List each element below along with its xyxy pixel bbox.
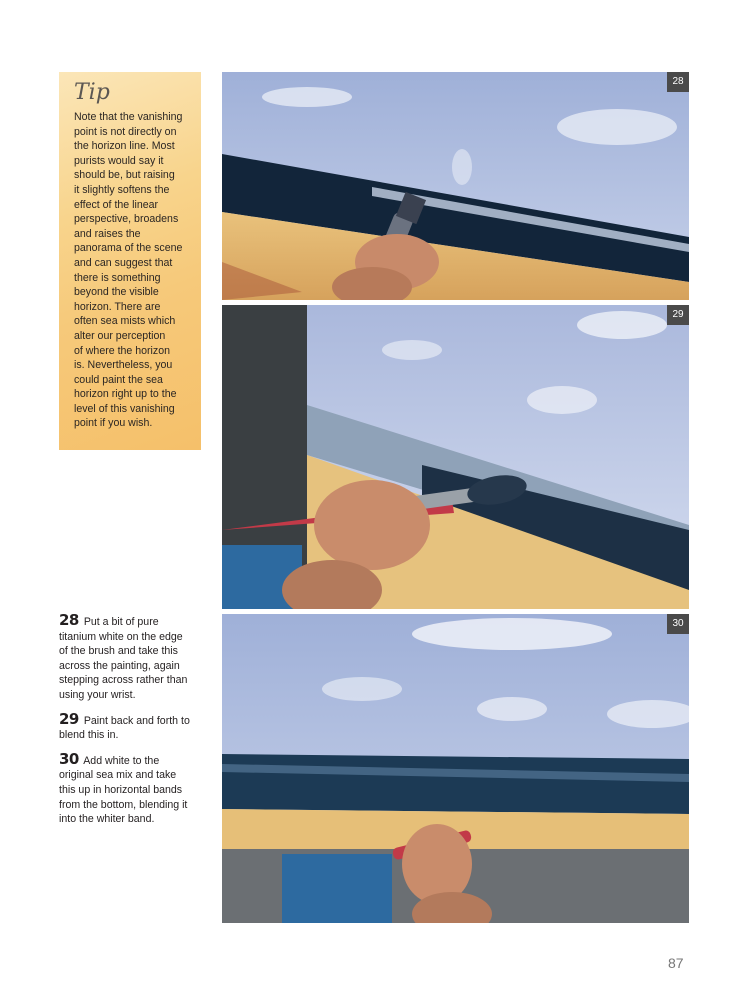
step-28 xyxy=(59,613,204,703)
step-number: 29 xyxy=(59,709,79,728)
step-29 xyxy=(59,709,204,743)
step-number: 28 xyxy=(59,611,79,629)
tip-line: perspective, broadens xyxy=(74,213,179,226)
tip-line: horizon. There are xyxy=(74,300,161,313)
step-line: stepping across rather than xyxy=(59,674,188,687)
step-30 xyxy=(59,749,204,827)
step-line: this up in horizontal bands xyxy=(59,783,183,796)
page-number: 87 xyxy=(668,955,684,971)
step-number: 30 xyxy=(59,749,79,768)
photo-number-badge: 28 xyxy=(667,72,689,92)
tip-line: the horizon line. Most xyxy=(74,140,175,153)
photo-28-illustration xyxy=(222,72,689,300)
tip-line: level of this vanishing xyxy=(74,402,175,415)
photo-number-badge: 30 xyxy=(667,614,689,634)
tip-box xyxy=(59,72,201,450)
tip-line: Note that the vanishing xyxy=(74,111,183,123)
step-line: Put a bit of pure xyxy=(83,616,159,628)
tip-line: purists would say it xyxy=(74,154,164,167)
tip-line: should be, but raising xyxy=(74,169,175,182)
tip-title: Tip xyxy=(74,80,110,105)
tip-line: alter our perception xyxy=(74,329,166,342)
photo-step-30 xyxy=(222,614,689,923)
tip-line: could paint the sea xyxy=(74,373,163,386)
tip-line: is. Nevertheless, you xyxy=(74,359,173,372)
photo-step-29 xyxy=(222,305,689,609)
tip-line: beyond the visible xyxy=(74,286,159,299)
step-line: Add white to the xyxy=(83,754,160,767)
tip-line: effect of the linear xyxy=(74,198,159,211)
step-line: Paint back and forth to xyxy=(83,714,190,727)
tip-body xyxy=(74,110,191,431)
tip-line: horizon right up to the xyxy=(74,388,177,401)
tip-line: point is not directly on xyxy=(74,125,177,138)
tip-line: and can suggest that xyxy=(74,256,173,269)
photo-number-badge: 29 xyxy=(667,305,689,325)
step-line: blend this in. xyxy=(59,729,119,742)
photo-step-28 xyxy=(222,72,689,300)
tip-line: often sea mists which xyxy=(74,315,176,328)
tip-line: panorama of the scene xyxy=(74,242,183,255)
tip-line: there is something xyxy=(74,271,161,284)
step-line: into the whiter band. xyxy=(59,813,155,826)
step-line: using your wrist. xyxy=(59,688,136,701)
photo-30-illustration xyxy=(222,614,689,923)
step-line: across the painting, again xyxy=(59,659,180,672)
step-line: from the bottom, blending it xyxy=(59,798,188,811)
tip-line: and raises the xyxy=(74,227,141,240)
tip-line: point if you wish. xyxy=(74,417,153,430)
step-line: of the brush and take this xyxy=(59,645,178,658)
step-line: titanium white on the edge xyxy=(59,630,183,643)
tip-line: it slightly softens the xyxy=(74,183,170,196)
tip-line: of where the horizon xyxy=(74,344,170,357)
step-instructions xyxy=(59,613,204,836)
photo-29-illustration xyxy=(222,305,689,609)
step-line: original sea mix and take xyxy=(59,769,177,782)
